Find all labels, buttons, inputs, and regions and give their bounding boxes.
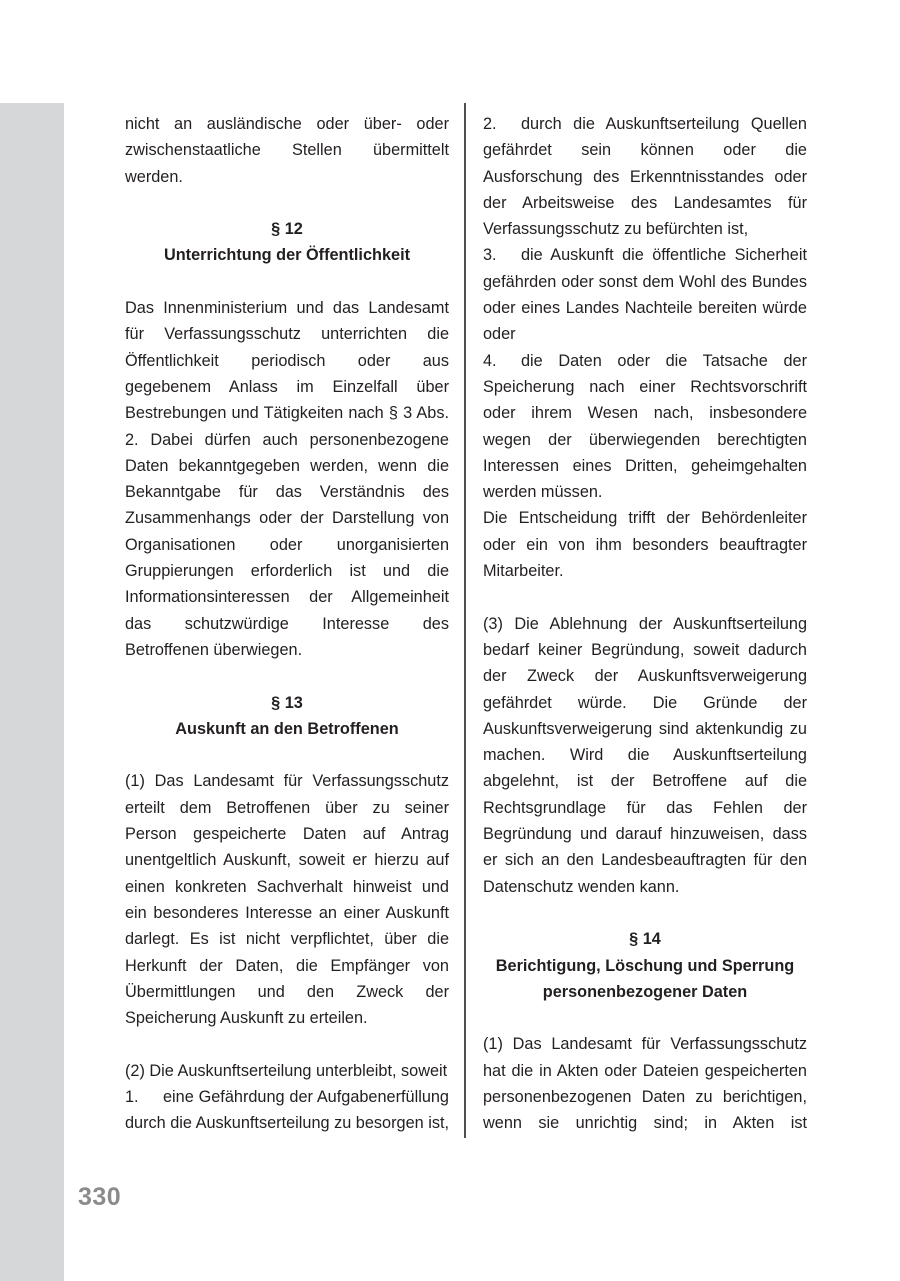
section-14-paragraph-1: (1) Das Landesamt für Verfassungsschutz hat die in Akten oder Dateien gespeicherten personenbezogenen Daten zu berichtigen, wenn sie unrichtig sind; in Akten ist [483, 1035, 807, 1133]
right-column [483, 111, 807, 1137]
list-item-4-number: 4. [483, 351, 497, 370]
list-item-1-text: eine Gefährdung der Aufgabenerfüllung durch die Auskunftserteilung zu besorgen ist, [125, 1087, 450, 1133]
list-item-1-number: 1. [125, 1087, 139, 1106]
list-item-1 [125, 1084, 449, 1137]
list-item-4 [483, 348, 807, 506]
section-13-paragraph-1: (1) Das Landesamt für Verfassungsschutz erteilt dem Betroffenen über zu seiner Person gespeicherte Daten auf Antrag unentgeltlich Auskunft, soweit er hierzu auf einen konkreten Sachverhalt hinweist und ein besonderes Interesse an einer Auskunft darlegt. Es ist nicht verpflichtet, über die Herkunft der Daten, die Empfänger von Übermittlungen und den Zweck der Speicherung Auskunft zu erteilen. [125, 772, 449, 1028]
list-item-2-number: 2. [483, 115, 497, 133]
list-item-4-text: die Daten oder die Tatsache der Speicherung nach einer Rechtsvorschrift oder ihrem Wesen nach, insbesondere wegen der überwiegenden berechtigten Interessen eines Dritten, geheimgehalten werden müssen. [483, 351, 807, 502]
section-14-title-line-2: personenbezogener Daten [542, 982, 748, 1001]
list-item-2-text: durch die Auskunftserteilung Quellen gefährdet sein können oder die Ausforschung des Erkenntnisstandes oder der Arbeitsweise des Landesamtes für Verfassungsschutz zu befürchten ist, [483, 115, 807, 239]
section-14-number: § 14 [629, 930, 661, 949]
column-divider [464, 103, 466, 1138]
section-13-paragraph-2-intro: (2) Die Auskunftserteilung unterbleibt, soweit [125, 1061, 448, 1080]
section-14-title-line-1: Berichtigung, Löschung und Sperrung [495, 956, 795, 975]
continued-paragraph: nicht an ausländische oder über- oder zwischenstaatliche Stellen übermittelt werden. [125, 115, 449, 186]
page-number: 330 [78, 1183, 122, 1211]
section-13-paragraph-3: (3) Die Ablehnung der Auskunftserteilung bedarf keiner Begründung, soweit dadurch der Zweck der Auskunftsverweigerung gefährdet würde. Die Gründe der Auskunftsverweigerung sind aktenkundig zu machen. Wird die Auskunftserteilung abgelehnt, ist der Betroffene auf die Rechtsgrundlage für das Fehlen der Begründung und darauf hinzuweisen, dass er sich an den Landesbeauftragten für den Datenschutz wenden kann. [483, 614, 807, 896]
decision-paragraph: Die Entscheidung trifft der Behördenleiter oder ein von ihm besonders beauftragter Mitarbeiter. [483, 509, 807, 581]
list-item-3-number: 3. [483, 246, 497, 265]
section-13-title: Auskunft an den Betroffenen [175, 719, 399, 738]
section-12-number: § 12 [271, 220, 303, 239]
section-12-body: Das Innenministerium und das Landesamt für Verfassungsschutz unterrichten die Öffentlichkeit periodisch oder aus gegebenem Anlass im Einzelfall über Bestrebungen und Tätigkeiten nach § 3 Abs. 2. Dabei dürfen auch personenbezogene Daten bekanntgegeben werden, wenn die Bekanntgabe für das Verständnis des Zusammenhangs oder der Darstellung von Organisationen oder unorganisierten Gruppierungen erforderlich ist und die Informationsinteressen der Allgemeinheit das schutzwürdige Interesse des Betroffenen überwiegen. [125, 299, 449, 659]
left-column [125, 111, 449, 1137]
section-13-number: § 13 [271, 693, 303, 712]
side-margin-band [0, 103, 64, 1281]
list-item-3-text: die Auskunft die öffentliche Sicherheit gefährden oder sonst dem Wohl des Bundes oder eines Landes Nachteile bereiten würde oder [483, 246, 807, 344]
list-item-2 [483, 111, 807, 242]
section-12-title: Unterrichtung der Öffentlichkeit [163, 246, 411, 265]
list-item-3 [483, 242, 807, 347]
